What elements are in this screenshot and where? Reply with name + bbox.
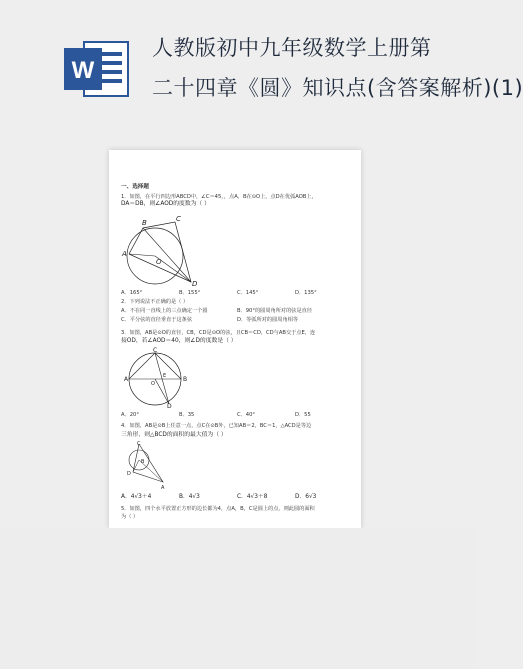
q1-fig-label: D: [192, 280, 198, 288]
q4-option-d: D．6√3: [295, 494, 317, 500]
q1-fig-label: C: [176, 215, 181, 223]
q1-figure: [121, 210, 201, 288]
q2-option-c: C．平分弦的直径垂直于这条弦: [121, 317, 193, 323]
q2-option-a: A．不在同一直线上的三点确定一个圆: [121, 308, 208, 314]
q1-option-a: A．165°: [121, 290, 143, 296]
q2-option-d: D．等弧所对的圆周角相等: [237, 317, 299, 323]
q2-line1: 2．下列说法不正确的是（ ）: [121, 299, 189, 305]
q3-fig-label: B: [183, 376, 188, 383]
page-background-bottom: [0, 528, 474, 669]
q3-fig-label: E: [163, 373, 167, 379]
q5-line2: 为（ ）: [121, 514, 139, 520]
q5-line1: 5．如图，四个水平放置正方形的边长都为4，点A，B，C是圆上的点，则此圆的面积: [121, 506, 315, 512]
word-icon: [62, 38, 130, 100]
q4-fig-label: D: [127, 471, 131, 477]
q1-option-d: D．135°: [295, 290, 317, 296]
title-line-2: 二十四章《圆》知识点(含答案解析)(1): [152, 76, 523, 100]
svg-text:W: W: [71, 57, 95, 84]
q4-line1: 4．如图，AB是⊙B上任意一点，点C在⊙B外，已知AB＝2，BC＝1，△ACD是等边: [121, 423, 312, 429]
q1-option-b: B．155°: [179, 290, 201, 296]
title-line-1: 人教版初中九年级数学上册第: [152, 36, 432, 60]
header: [0, 0, 523, 140]
q3-option-c: C．40°: [237, 412, 256, 418]
q1-fig-label: B: [142, 219, 147, 227]
q1-line2: DA＝DB，则∠AOD的度数为（ ）: [121, 201, 210, 207]
q3-option-b: B．35: [179, 412, 195, 418]
q3-fig-label: O: [151, 381, 155, 387]
document-page: [109, 150, 361, 528]
section-heading: 一、选择题: [121, 184, 149, 190]
q4-fig-label: B: [141, 459, 145, 465]
q1-option-c: C．145°: [237, 290, 259, 296]
q4-option-c: C．4√3＋8: [237, 494, 268, 500]
q3-fig-label: D: [167, 403, 172, 410]
q1-fig-label: O: [156, 258, 162, 266]
q3-option-a: A．20°: [121, 412, 139, 418]
q3-line2: 接OD，若∠AOD＝40，则∠D的度数是（ ）: [121, 338, 237, 344]
q3-fig-label: A: [124, 376, 129, 383]
q4-option-a: A．4√3＋4: [121, 494, 152, 500]
q3-figure: [123, 348, 193, 408]
q4-line2: 三角形，则△BCD的面积的最大值为（ ）: [121, 432, 227, 438]
q2-option-b: B．90°的圆周角所对的弦是直径: [237, 308, 313, 314]
q1-line1: 1．如图，在平行四边形ABCD中，∠C＝45，，点A，B在⊙O上，点D在优弧AOB上，: [121, 194, 317, 200]
q3-fig-label: C: [153, 347, 158, 354]
q4-fig-label: A: [161, 485, 165, 491]
q3-line1: 3．如图，AB是⊙O的直径，CB，CD是⊙O的弦，且CB＝CD，CD与AB交于点E，连: [121, 330, 316, 336]
q3-option-d: D．55: [295, 412, 311, 418]
q4-option-b: B．4√3: [179, 494, 200, 500]
q1-fig-label: A: [122, 250, 127, 258]
q4-fig-label: C: [137, 441, 141, 447]
q4-figure: [123, 442, 169, 492]
